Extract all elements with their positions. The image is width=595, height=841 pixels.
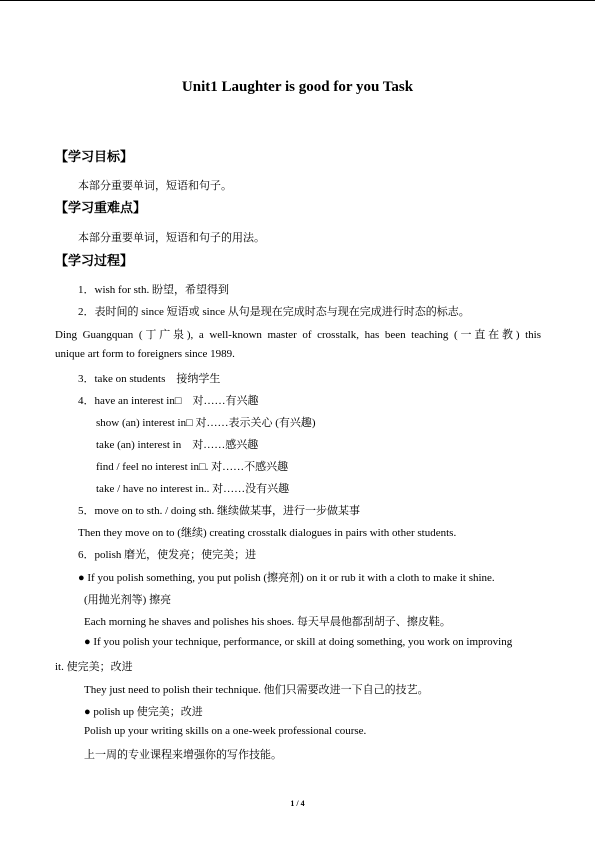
definition-bullet: ● polish up 使完美；改进 — [84, 706, 203, 718]
example-sentence: Then they move on to (继续) creating crosstalk dialogues in pairs with other students. — [78, 527, 457, 539]
phrase-item: find / feel no interest in□. 对……不感兴趣 — [96, 461, 289, 473]
example-sentence: unique art form to foreigners since 1989. — [55, 348, 235, 360]
list-item: 1．wish for sth. 盼望，希望得到 — [78, 284, 229, 296]
list-item: 6．polish 磨光，使发亮；使完美；进 — [78, 549, 257, 561]
phrase-item: show (an) interest in□ 对……表示关心 (有兴趣) — [96, 417, 316, 429]
goals-heading: 【学习目标】 — [55, 150, 134, 165]
definition-bullet: ● If you polish your technique, performance, or skill at doing something, you work on improving — [84, 636, 513, 648]
phrase-item: take / have no interest in.. 对……没有兴趣 — [96, 483, 290, 495]
goals-text: 本部分重要单词，短语和句子。 — [78, 180, 232, 192]
phrase-item: take (an) interest in 对……感兴趣 — [96, 439, 259, 451]
header-rule — [0, 0, 595, 1]
list-item: 4．have an interest in□ 对……有兴趣 — [78, 395, 259, 407]
definition-gloss: (用抛光剂等) 擦亮 — [84, 594, 172, 606]
list-item: 3．take on students 接纳学生 — [78, 373, 221, 385]
example-translation: 上一周的专业课程来增强你的写作技能。 — [84, 749, 282, 761]
page-title: Unit1 Laughter is good for you Task — [181, 79, 414, 95]
definition-gloss: it. 使完美；改进 — [55, 661, 133, 673]
list-item: 2．表时间的 since 短语或 since 从句是现在完成时态与现在完成进行时态的标志。 — [78, 306, 470, 318]
process-heading: 【学习过程】 — [55, 254, 134, 269]
definition-bullet: ● If you polish something, you put polish (擦亮剂) on it or rub it with a cloth to make it shine. — [78, 572, 495, 584]
key-points-heading: 【学习重难点】 — [55, 201, 147, 216]
list-item: 5．move on to sth. / doing sth. 继续做某事，进行一步做某事 — [78, 505, 361, 517]
example-sentence: Each morning he shaves and polishes his shoes. 每天早晨他都刮胡子、擦皮鞋。 — [84, 616, 451, 628]
example-sentence: Polish up your writing skills on a one-week professional course. — [84, 725, 367, 737]
page-number: 1 / 4 — [290, 799, 305, 808]
key-points-text: 本部分重要单词，短语和句子的用法。 — [78, 232, 265, 244]
example-sentence: Ding Guangquan (丁广泉), a well-known master of crosstalk, has been teaching (一直在教) this — [55, 329, 541, 341]
example-sentence: They just need to polish their technique. 他们只需要改进一下自己的技艺。 — [84, 684, 429, 696]
